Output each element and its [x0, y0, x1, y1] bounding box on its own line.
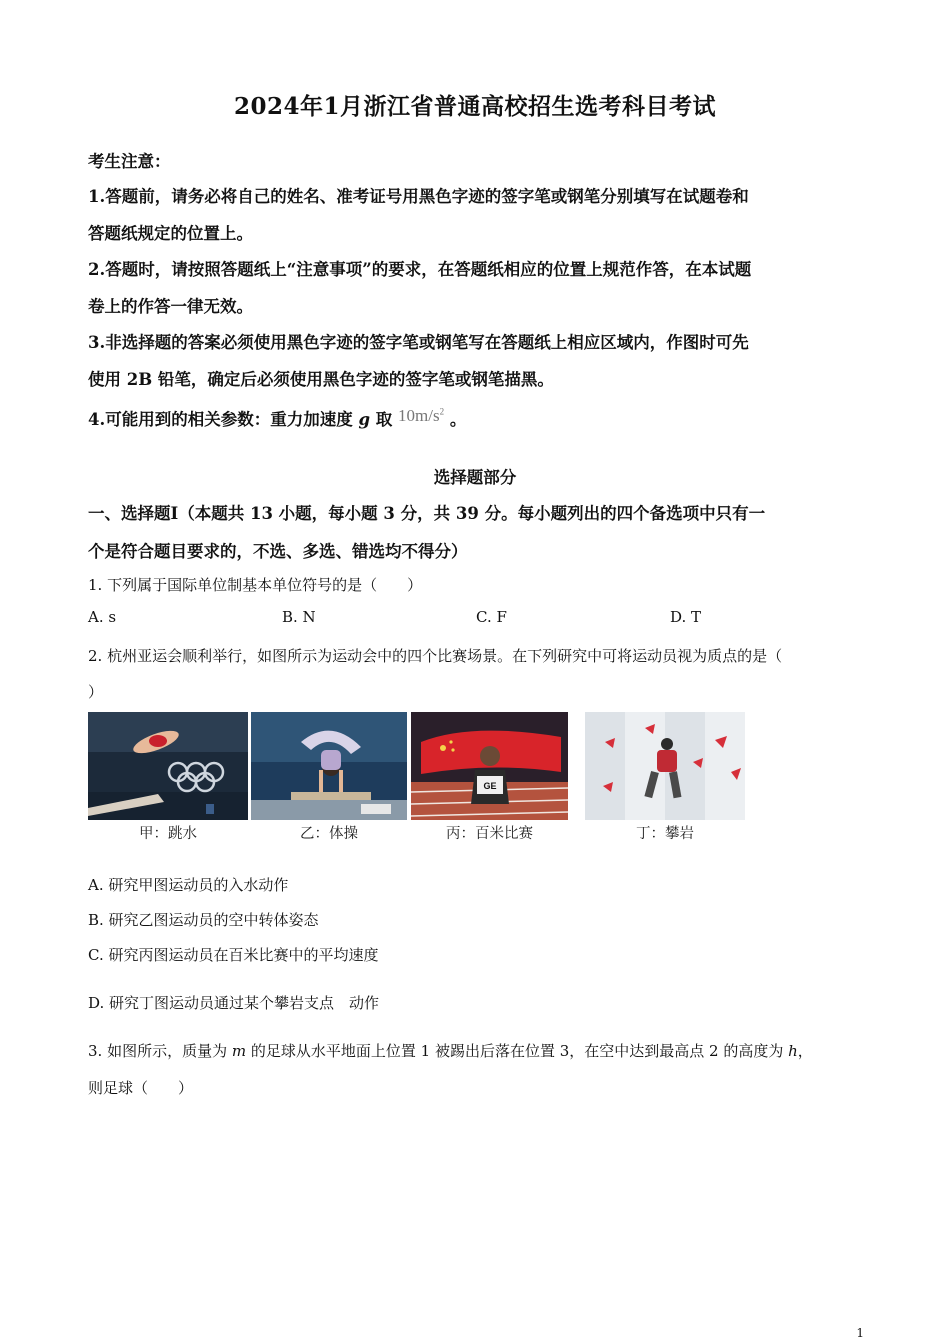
height-symbol: h — [788, 1042, 798, 1060]
unit-exponent: 2 — [439, 406, 445, 417]
caption-sprint: 丙：百米比赛 — [446, 826, 533, 842]
q2-option-b: B. 研究乙图运动员的空中转体姿态 — [88, 911, 319, 929]
q2-option-d: D. 研究丁图运动员通过某个攀岩支点 动作 — [88, 994, 380, 1012]
notice-line-1: 1.答题前，请务必将自己的姓名、准考证号用黑色字迹的签字笔或钢笔分别填写在试题卷和 — [88, 187, 749, 206]
gravity-unit — [398, 406, 444, 425]
q2-option-a: A. 研究甲图运动员的入水动作 — [88, 876, 289, 894]
notice-line-5: 3.非选择题的答案必须使用黑色字迹的签字笔或钢笔写在答题纸上相应区域内，作图时可先 — [88, 333, 749, 352]
q2-option-c: C. 研究丙图运动员在百米比赛中的平均速度 — [88, 946, 379, 964]
q3-stem-2: 则足球（ ） — [88, 1079, 194, 1097]
part1-line-1: 一、选择题Ⅰ（本题共 13 小题，每小题 3 分，共 39 分。每小题列出的四个备选项中只有一 — [88, 504, 766, 523]
bib-number: GE — [483, 781, 497, 791]
q1-option-c: C. F — [476, 608, 507, 626]
notice-line-4: 卷上的作答一律无效。 — [88, 297, 253, 316]
caption-diving: 甲：跳水 — [139, 826, 197, 842]
caption-climbing: 丁：攀岩 — [636, 826, 694, 842]
photo-climbing — [585, 712, 745, 820]
q3-pre: 3. 如图所示，质量为 — [88, 1042, 232, 1060]
notice-7-pre: 4.可能用到的相关参数：重力加速度 — [88, 410, 359, 429]
notice-line-3: 2.答题时，请按照答题纸上“注意事项”的要求，在答题纸相应的位置上规范作答，在本试题 — [88, 260, 752, 279]
notice-line-2: 答题纸规定的位置上。 — [88, 224, 253, 243]
q1-stem: 1. 下列属于国际单位制基本单位符号的是（ ） — [88, 576, 423, 594]
notice-line-6: 使用 2B 铅笔，确定后必须使用黑色字迹的签字笔或钢笔描黑。 — [88, 370, 554, 389]
gravity-value: 10m/s — [398, 406, 440, 425]
q1-option-d: D. T — [670, 608, 702, 626]
part1-line-2: 个是符合题目要求的，不选、多选、错选均不得分） — [88, 542, 468, 561]
gravity-symbol: g — [358, 410, 371, 429]
notice-7-mid: 取 — [370, 410, 393, 429]
page-number: 1 — [856, 1326, 864, 1340]
caption-gymnastics: 乙：体操 — [300, 826, 358, 842]
q3-stem-1 — [88, 1040, 813, 1061]
q3-end: ， — [797, 1042, 813, 1060]
exam-title: 2024年1月浙江省普通高校招生选考科目考试 — [233, 93, 717, 120]
q2-stem-1: 2. 杭州亚运会顺利举行，如图所示为运动会中的四个比赛场景。在下列研究中可将运动员视为质点的是（ — [88, 647, 783, 665]
notice-7-end: 。 — [444, 410, 467, 429]
notice-heading: 考生注意： — [88, 152, 171, 171]
q2-stem-2: ） — [88, 683, 104, 701]
photo-gymnastics — [251, 712, 407, 820]
photo-sprint — [411, 712, 568, 820]
photo-diving — [88, 712, 248, 820]
q1-option-a: A. s — [88, 608, 117, 626]
notice-line-7 — [88, 406, 466, 430]
section-title: 选择题部分 — [433, 468, 517, 487]
q3-mid: 的足球从水平地面上位置 1 被踢出后落在位置 3，在空中达到最高点 2 的高度为 — [246, 1042, 789, 1060]
q1-option-b: B. N — [282, 608, 316, 626]
mass-symbol: m — [231, 1042, 247, 1060]
